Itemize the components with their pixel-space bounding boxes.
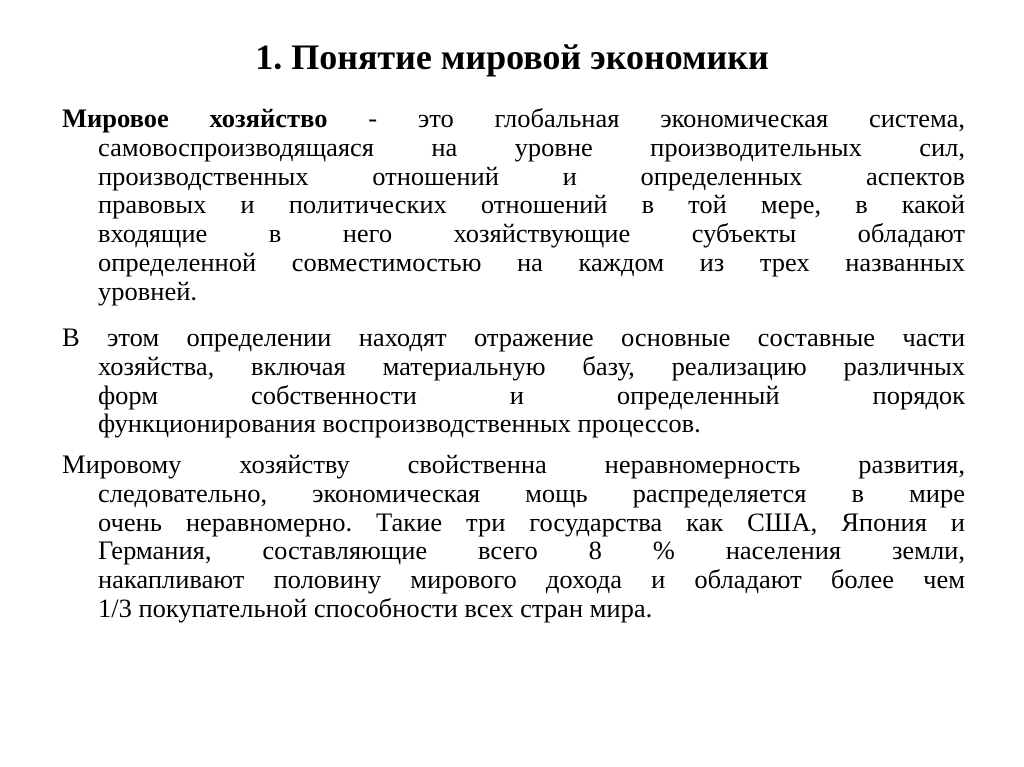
text-line: очень неравномерно. Такие три государства как США, Япония и [98, 506, 965, 537]
text-line: самовоспроизводящаяся на уровне производительных сил, [98, 131, 965, 162]
text-line: правовых и политических отношений в той мере, в какой [98, 189, 965, 220]
term-bold: Мировое хозяйство [62, 103, 328, 133]
text-line: производственных отношений и определенных аспектов [98, 160, 965, 191]
text-line: В этом определении находят отражение основные составные части [62, 322, 965, 352]
text-line: функционирования воспроизводственных процессов. [98, 408, 701, 439]
text-line: уровней. [98, 275, 198, 306]
slide-title: 1. Понятие мировой экономики [255, 37, 769, 77]
paragraph-components [62, 323, 965, 438]
text-line: 1/3 покупательной способности всех стран мира. [98, 592, 653, 623]
text-line: хозяйства, включая материальную базу, реализацию различных [98, 350, 965, 381]
text-line: следовательно, экономическая мощь распределяется в мире [98, 477, 965, 508]
text-line [62, 104, 965, 133]
text-line: накапливают половину мирового дохода и обладают более чем [98, 564, 965, 595]
text-line: Мировому хозяйству свойственна неравномерность развития, [62, 449, 965, 479]
paragraph-definition [62, 104, 965, 306]
text-line: форм собственности и определенный порядок [98, 379, 965, 410]
text-span: - это глобальная экономическая система, [327, 103, 965, 133]
paragraph-unevenness [62, 450, 965, 623]
text-line: определенной совместимостью на каждом из трех названных [98, 246, 965, 277]
text-line: входящие в него хозяйствующие субъекты обладают [98, 218, 965, 249]
text-line: Германия, составляющие всего 8 % населения земли, [98, 535, 965, 566]
